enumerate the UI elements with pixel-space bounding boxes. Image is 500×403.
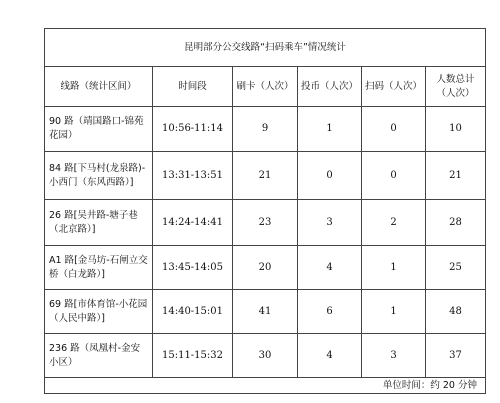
header-total-line2: （人次）: [436, 87, 475, 99]
row-time: 15:11-15:32: [153, 334, 233, 378]
row-card: 20: [233, 246, 298, 290]
row-total: 28: [426, 200, 486, 246]
row-total: 48: [426, 290, 486, 334]
row-time: 14:40-15:01: [153, 290, 233, 334]
header-time: 时间段: [153, 67, 233, 107]
row-total: 10: [426, 107, 486, 152]
row-time: 14:24-14:41: [153, 200, 233, 246]
table-row: [45, 334, 500, 378]
row-coin: 6: [298, 290, 362, 334]
row-coin: 3: [298, 200, 362, 246]
row-card: 21: [233, 152, 298, 200]
header-card: 刷卡（人次）: [233, 67, 298, 107]
header-coin: 投币（人次）: [298, 67, 362, 107]
row-scan: 1: [362, 290, 426, 334]
header-total: [426, 67, 486, 107]
row-route: 90 路（靖国路口-锦苑花园）: [45, 107, 153, 152]
row-coin: 1: [298, 107, 362, 152]
table-row: [45, 152, 500, 200]
row-total: 37: [426, 334, 486, 378]
header-total-line1: 人数总计: [436, 73, 475, 85]
table-row: [45, 246, 500, 290]
row-coin: 4: [298, 246, 362, 290]
row-scan: 1: [362, 246, 426, 290]
table-footer-note: 单位时间：约 20 分钟: [45, 378, 486, 394]
row-coin: 0: [298, 152, 362, 200]
row-time: 13:31-13:51: [153, 152, 233, 200]
header-scan: 扫码（人次）: [362, 67, 426, 107]
row-route: 84 路[下马村(龙泉路)-小西门（东风西路）]: [45, 152, 153, 200]
row-scan: 2: [362, 200, 426, 246]
row-card: 30: [233, 334, 298, 378]
row-card: 23: [233, 200, 298, 246]
row-card: 41: [233, 290, 298, 334]
row-scan: 0: [362, 152, 426, 200]
row-route: 236 路（凤凰村-金安小区）: [45, 334, 153, 378]
row-route: 69 路[市体育馆-小花园（人民中路）]: [45, 290, 153, 334]
table-title: 昆明部分公交线路“扫码乘车”情况统计: [45, 29, 486, 67]
row-coin: 4: [298, 334, 362, 378]
row-route: 26 路[吴井路-塘子巷（北京路）]: [45, 200, 153, 246]
row-route: A1 路[金马坊-石闸立交桥（白龙路）]: [45, 246, 153, 290]
row-time: 10:56-11:14: [153, 107, 233, 152]
row-total: 25: [426, 246, 486, 290]
row-scan: 3: [362, 334, 426, 378]
row-scan: 0: [362, 107, 426, 152]
table-row: [45, 107, 500, 152]
header-route: 线路（统计区间）: [45, 67, 153, 107]
right-margin: [486, 29, 500, 378]
table-row: [45, 290, 500, 334]
table-row: [45, 200, 500, 246]
row-card: 9: [233, 107, 298, 152]
row-total: 21: [426, 152, 486, 200]
row-time: 13:45-14:05: [153, 246, 233, 290]
stats-table: [44, 28, 500, 394]
